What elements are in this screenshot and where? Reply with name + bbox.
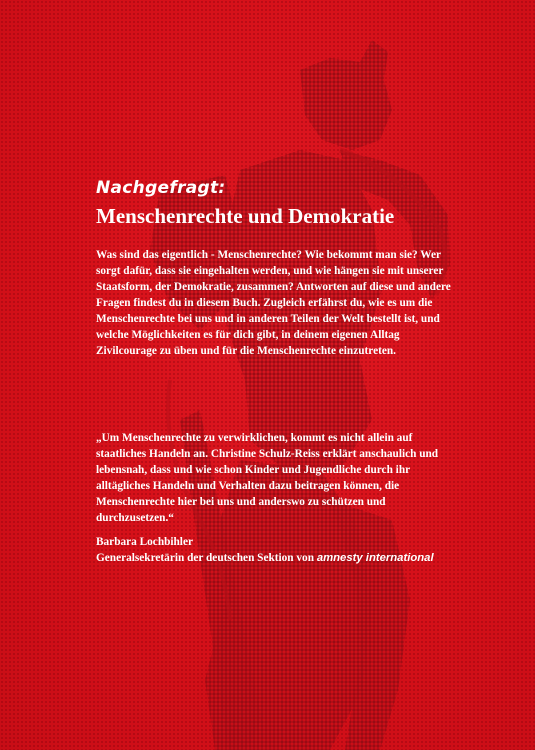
author-organization: amnesty international xyxy=(316,552,434,564)
author-name: Barbara Lochbihler xyxy=(96,536,193,548)
intro-paragraph: Was sind das eigentlich - Menschenrechte? Wie bekommt man sie? Wer sorgt dafür, dass sie eingehalten werden, und wie hängen sie mit unserer Staatsform, der Demokratie, zusammen? Antworten auf diese und andere Fragen findest du in diesem Buch. Zugleich erfährst du, wie es um die Menschenrechte bei uns und in anderen Teilen der Welt bestellt ist, und welche Möglichkeiten es für dich gibt, in deinem eigenen Alltag Zivilcourage zu üben und für die Menschenrechte einzutreten. xyxy=(96,249,451,357)
author-role-line xyxy=(96,550,476,566)
quote-attribution xyxy=(96,534,476,566)
author-role: Generalsekretärin der deutschen Sektion von xyxy=(96,552,314,564)
kicker: Nachgefragt: xyxy=(96,178,226,198)
quote-paragraph: „Um Menschenrechte zu verwirklichen, kommt es nicht allein auf staatliches Handeln an. Christine Schulz-Reiss erklärt anschaulich und lebensnah, dass und wie schon Kinder und Jugendliche durch ihr alltägliches Handeln und Verhalten dazu beitragen können, die Menschenrechte hier bei uns und anderswo zu schützen und durchzusetzen.“ xyxy=(96,432,439,524)
page-title: Menschenrechte und Demokratie xyxy=(96,204,395,228)
